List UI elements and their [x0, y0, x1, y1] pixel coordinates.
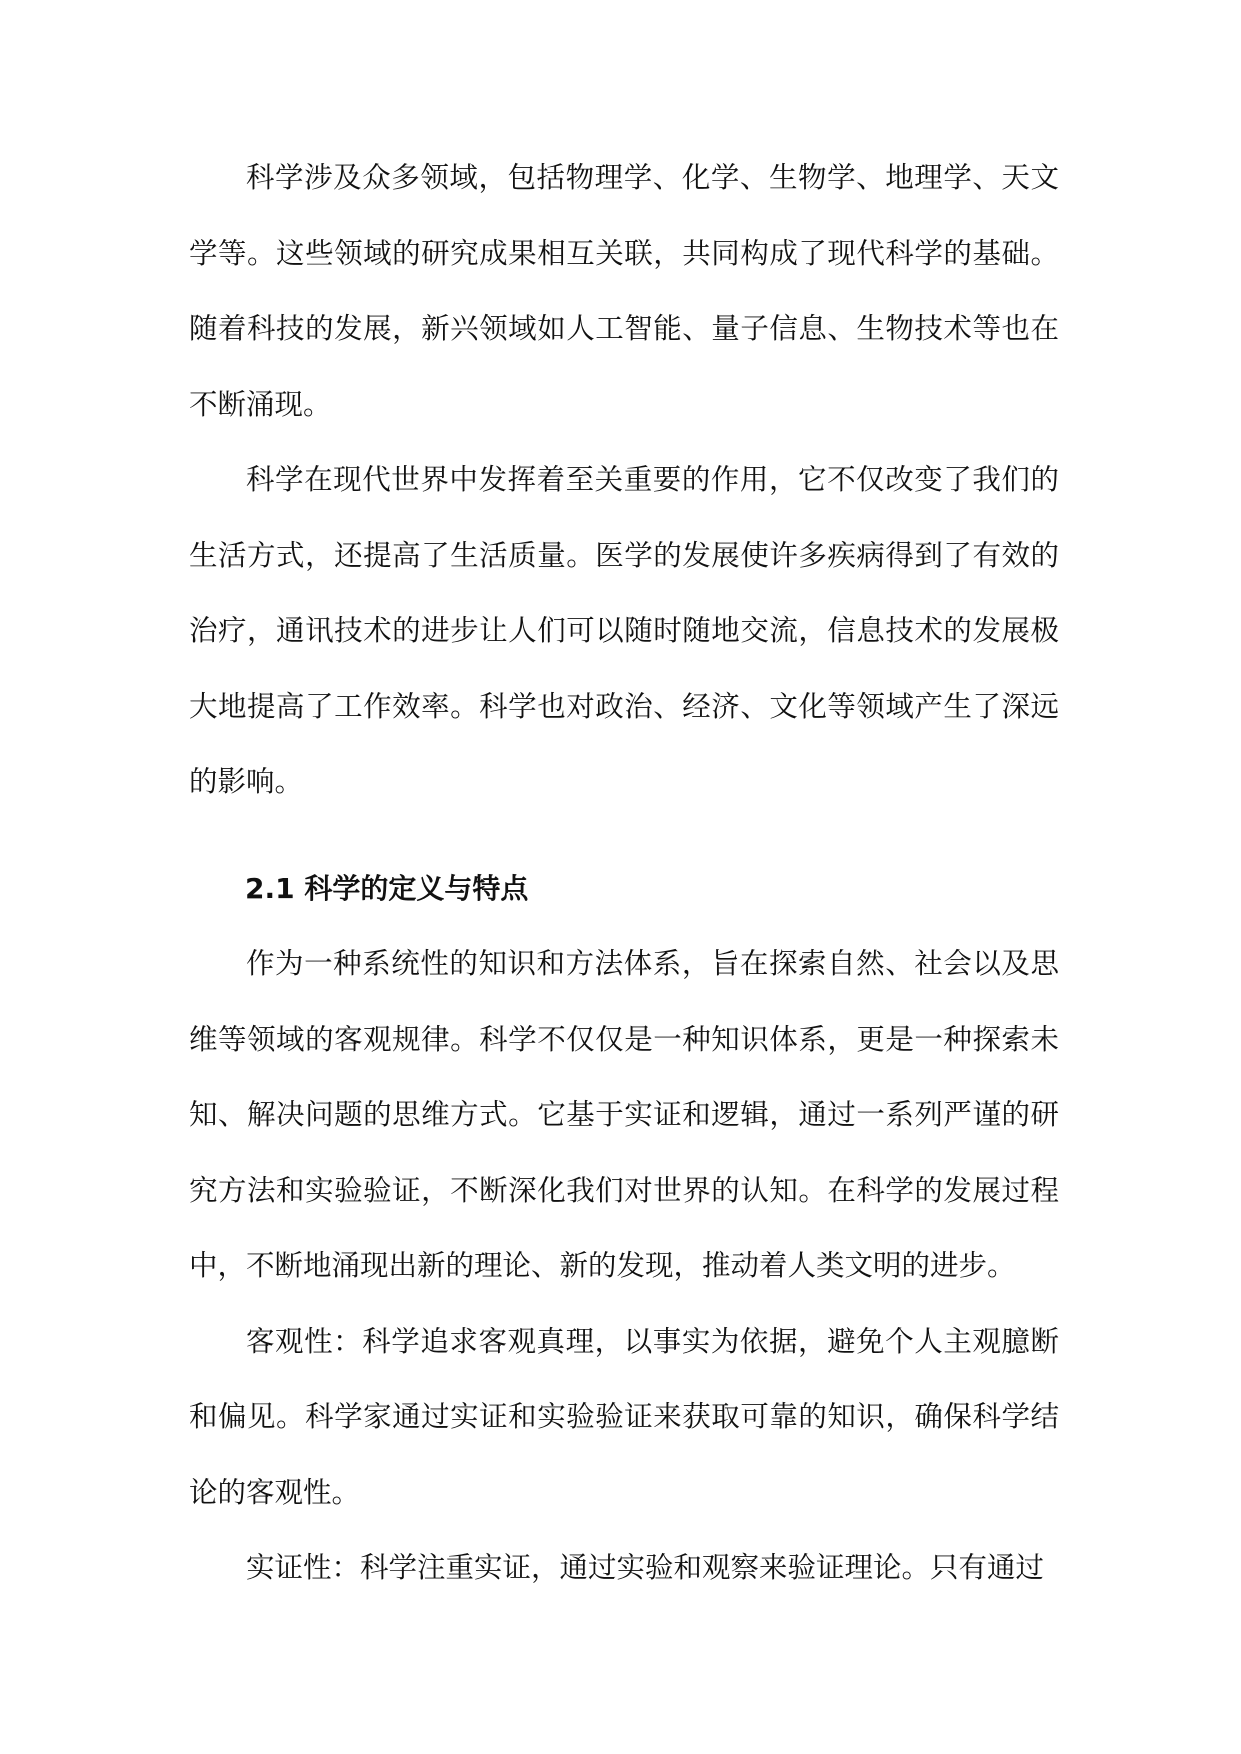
paragraph-science-definition: 作为一种系统性的知识和方法体系，旨在探索自然、社会以及思维等领域的客观规律。科学不仅仅是一种知识体系，更是一种探索未知、解决问题的思维方式。它基于实证和逻辑，通过一系列严谨的研究方法和实验验证，不断深化我们对世界的认知。在科学的发展过程中，不断地涌现出新的理论、新的发现，推动着人类文明的进步。: [189, 947, 1059, 1282]
paragraph-empiricism: 实证性：科学注重实证，通过实验和观察来验证理论。只有通过: [246, 1551, 1045, 1584]
paragraph-objectivity: 客观性：科学追求客观真理，以事实为依据，避免个人主观臆断和偏见。科学家通过实证和实验验证来获取可靠的知识，确保科学结论的客观性。: [189, 1324, 1059, 1509]
paragraph-science-fields: 科学涉及众多领域，包括物理学、化学、生物学、地理学、天文学等。这些领域的研究成果相互关联，共同构成了现代科学的基础。随着科技的发展，新兴领域如人工智能、量子信息、生物技术等也在不断涌现。: [189, 161, 1059, 421]
document-body: [189, 140, 1059, 1606]
section-heading: 2.1 科学的定义与特点: [245, 871, 529, 905]
paragraph-science-role: 科学在现代世界中发挥着至关重要的作用，它不仅改变了我们的生活方式，还提高了生活质量。医学的发展使许多疾病得到了有效的治疗，通讯技术的进步让人们可以随时随地交流，信息技术的发展极大地提高了工作效率。科学也对政治、经济、文化等领域产生了深远的影响。: [189, 463, 1059, 798]
